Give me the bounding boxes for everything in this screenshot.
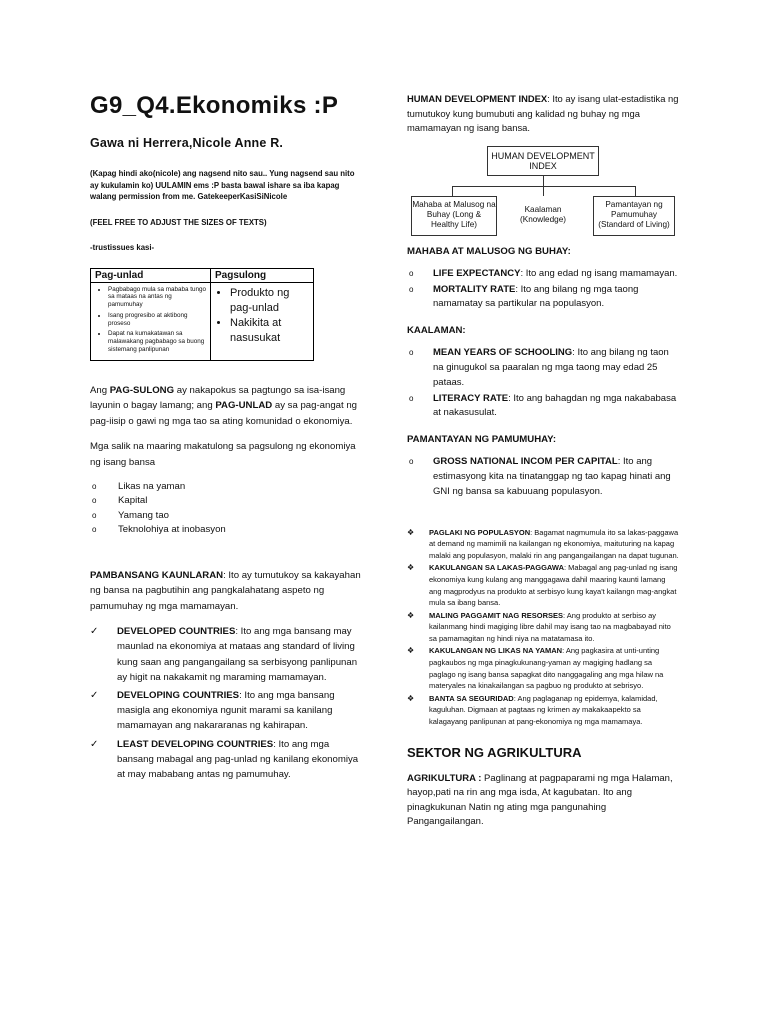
- table-header-pag-unlad: Pag-unlad: [91, 268, 211, 282]
- table-header-pagsulong: Pagsulong: [211, 268, 314, 282]
- diamond-bullet-icon: ❖: [407, 527, 415, 537]
- list-item: ❖ KAKULANGAN NG LIKAS NA YAMAN: Ang pagkasira at unti-unting pagkaubos ng mga pinagkukunang-yaman ay magiging hadlang sa paglago ng isang bansa sapagkat dito nanggagaling ang mga hilaw na materyales na kinakailangan sa pagbuo ng produkto at sebrisyo.: [407, 646, 664, 691]
- section3-list: [407, 455, 679, 499]
- left-column: [90, 92, 365, 785]
- list-item: ❖ PAGLAKI NG POPULASYON: Bagamat nagmumula ito sa lakas-paggawa at demand ng mamimili na kailangan ng ekonomiya, maituturing na kapag malaki ang populasyon, malaki rin ang pangangailangan na dapat tugunan.: [407, 527, 679, 560]
- hdi-top-box: HUMAN DEVELOPMENT INDEX: [487, 146, 599, 176]
- problems-list: [407, 527, 679, 728]
- kaunlaran-paragraph: PAMBANSANG KAUNLARAN: Ito ay tumutukoy sa kakayahan ng bansa na pagbutihin ang pangkalahatang aspeto ng pamumuhay ng mga mamamayan.: [90, 569, 361, 612]
- hdi-box-long-healthy-life: Mahaba at Malusog na Buhay (Long & Healthy Life): [411, 196, 497, 236]
- list-item: ✓ DEVELOPING COUNTRIES: Ito ang mga bansang masigla ang ekonomiya ngunit marami sa kanilang mamamayan ang nakararanas ng kahirapan.: [90, 689, 335, 732]
- list-item: o Yamang tao: [90, 509, 365, 524]
- section-heading-kaalaman: KAALAMAN:: [407, 325, 466, 337]
- list-item: o Teknolohiya at inobasyon: [90, 523, 365, 538]
- list-item: o LIFE EXPECTANCY: Ito ang edad ng isang mamamayan.: [407, 267, 679, 282]
- section1-list: [407, 267, 679, 312]
- list-item: • Produkto ng pag-unlad: [230, 286, 310, 316]
- check-icon: ✓: [90, 689, 99, 701]
- section-heading-mahaba: MAHABA AT MALUSOG NG BUHAY:: [407, 245, 571, 257]
- diamond-bullet-icon: ❖: [407, 563, 415, 573]
- list-item: o Likas na yaman: [90, 480, 365, 495]
- list-item: ✓ LEAST DEVELOPING COUNTRIES: Ito ang mga bansang mabagal ang pag-unlad ng kanilang ekonomiya at may mababang antas ng pamumuhay.: [90, 738, 359, 780]
- list-item: o MORTALITY RATE: Ito ang bilang ng mga taong namamatay sa partikular na populasyon.: [407, 283, 679, 313]
- comparison-table: [90, 268, 314, 361]
- sector-title: SEKTOR NG AGRIKULTURA: [407, 744, 582, 760]
- countries-list: [90, 624, 365, 782]
- hdi-paragraph: HUMAN DEVELOPMENT INDEX: Ito ay isang ulat-estadistika ng tumutukoy kung bumubuti ang kalidad ng buhay ng mga mamamayan ng isang bansa.: [407, 93, 679, 134]
- list-item: ❖ BANTA SA SEGURIDAD: Ang paglaganap ng epidemya, kalamidad, kaguluhan. Digmaan at pagtaas ng krimen ay makakaapekto sa kalagayang panlipunan at pang-ekonomiya ng mga mamamaya.: [407, 693, 658, 727]
- list-item: • Dapat na kumakatawan sa malawakang pagbabago sa buong sistemang panlipunan: [108, 330, 207, 353]
- list-item: o LITERACY RATE: Ito ang bahagdan ng mga nakababasa at nakasusulat.: [407, 392, 679, 422]
- list-item: ✓ DEVELOPED COUNTRIES: Ito ang mga bansang may maunlad na ekonomiya at mataas ang standard of living kung saan ang pangangailang sa serbisyong panlipunan ay higit na nakakamit ng maraming mamamayan.: [90, 626, 358, 683]
- hdi-box-knowledge: Kaalaman (Knowledge): [511, 198, 575, 234]
- agrikultura-paragraph: AGRIKULTURA : Paglinang at pagpaparami ng mga Halaman, hayop,pati na rin ang mga isda, At kagubatan. Ito ang pinagkukunan Natin ng ating mga pangunahing Pangangailangan.: [407, 772, 673, 828]
- list-item: o Kapital: [90, 494, 365, 509]
- check-icon: ✓: [90, 738, 99, 750]
- document-title: G9_Q4.Ekonomiks :P: [90, 92, 339, 119]
- list-item: ❖ KAKULANGAN SA LAKAS-PAGGAWA: Mabagal ang pag-unlad ng isang ekonomiya kung kulang ang manggagawa dahil maaring kaunti lamang ang magprodyus na produkto at serbisyo kung kaya't kailangn mag-angkat mula sa ibang bansa.: [407, 563, 678, 608]
- pag-unlad-cell: [91, 282, 211, 360]
- pagsulong-paragraph: Ang PAG-SULONG ay nakapokus sa pagtungo sa isa-isang layunin o bagay lamang; ang PAG-UNLAD ay sa pag-angat ng pag-iisip o gawi ng mga tao sa ating komunidad o ekonomiya.: [90, 384, 358, 427]
- hdi-box-standard-of-living: Pamantayan ng Pamumuhay (Standard of Living): [593, 196, 675, 236]
- list-item: ❖ MALING PAGGAMIT NAG RESORSES: Ang produkto at serbiso ay kailanmang hindi magiging libre dahil may isang tao na magbabayad nito sa pamamagitan ng hindi niya na matatamasa ito.: [407, 610, 671, 643]
- hdi-diagram: [407, 146, 675, 238]
- trust-note: -trustissues kasi-: [90, 243, 155, 252]
- pagsulong-cell: [211, 282, 314, 360]
- factors-list: [90, 480, 365, 538]
- section-heading-pamantayan: PAMANTAYAN NG PAMUMUHAY:: [407, 434, 557, 446]
- diamond-bullet-icon: ❖: [407, 693, 415, 703]
- list-item: • Isang progresibo at aktibong proseso: [108, 312, 207, 328]
- list-item: • Nakikita at nasusukat: [230, 316, 310, 346]
- list-item: • Pagbabago mula sa mababa tungo sa mataas na antas ng pamumuhay: [108, 286, 207, 309]
- factors-intro: Mga salik na maaring makatulong sa pagsulong ng ekonomiya ng isang bansa: [90, 441, 356, 468]
- diamond-bullet-icon: ❖: [407, 646, 415, 656]
- section2-list: [407, 346, 679, 421]
- right-column: [407, 92, 679, 830]
- author-line: Gawa ni Herrera,Nicole Anne R.: [90, 136, 284, 150]
- list-item: o GROSS NATIONAL INCOM PER CAPITAL: Ito ang estimasyong kita na tinatanggap ng tao kapag hinati ang GNI ng bansa sa kabuuang populasyon.: [407, 455, 679, 499]
- check-icon: ✓: [90, 626, 99, 638]
- list-item: o MEAN YEARS OF SCHOOLING: Ito ang bilang ng taon na ginugukol sa paaralan ng mga taong may edad 25 pataas.: [407, 346, 679, 390]
- feel-free-note: (FEEL FREE TO ADJUST THE SIZES OF TEXTS): [90, 217, 267, 227]
- sharing-note: (Kapag hindi ako(nicole) ang nagsend nito sau.. Yung nagsend sau nito ay kukulamin ko) UULAMIN ems :P basta bawal ishare sa iba kapag walang permission from me. GatekeeperKasiSiNicole: [90, 169, 355, 201]
- diamond-bullet-icon: ❖: [407, 610, 415, 620]
